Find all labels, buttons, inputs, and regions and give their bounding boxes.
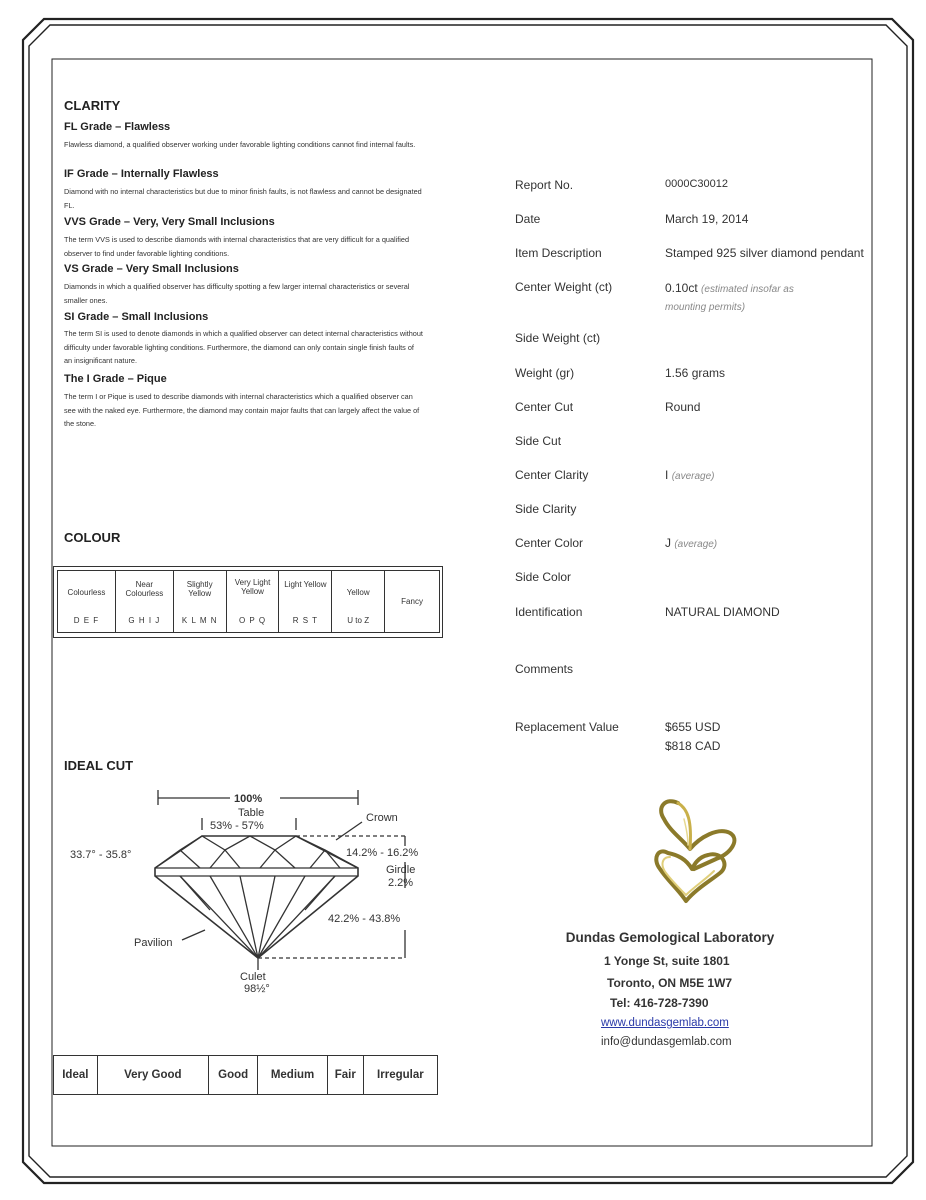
pendant-image [648,793,748,908]
identification-label: Identification [515,605,583,619]
replacement-value-usd: $655 USD [665,720,721,734]
cut-grade-fair: Fair [327,1056,363,1095]
cut-grade-irregular: Irregular [363,1056,437,1095]
colour-grade: G H I J [128,616,161,625]
center-clarity-grade: I [665,468,669,482]
clarity-grade-vvs-title: VVS Grade – Very, Very Small Inclusions [64,216,275,228]
date-label: Date [515,212,541,226]
center-cut-value: Round [665,400,701,414]
clarity-grade-i-desc: The term I or Pique is used to describe diamonds with internal characteristics which a qualified observer can see with the naked eye. Furthermore, the diamond may contain major faults that can largely affect the value of the stone. [64,392,420,428]
cut-table-label: Table [238,807,265,819]
lab-website-link[interactable]: www.dundasgemlab.com [601,1017,729,1029]
colour-header: Colourless [67,588,106,597]
center-clarity-note: (average) [671,471,715,482]
side-color-label: Side Color [515,570,572,584]
colour-grade: R S T [292,616,319,625]
clarity-grade-i-title: The I Grade – Pique [64,373,167,385]
clarity-grade-vs-desc: Diamonds in which a qualified observer has difficulty spotting a few larger internal characteristics or several smaller ones. [64,282,410,305]
clarity-grade-vvs-desc: The term VVS is used to describe diamonds with internal characteristics that are very difficult for a qualified observer to find under favorable lighting conditions. [64,235,410,258]
cut-grade-ideal: Ideal [54,1056,98,1095]
lab-address2: Toronto, ON M5E 1W7 [607,976,733,990]
colour-grade: U to Z [347,616,370,625]
center-clarity-label: Center Clarity [515,468,589,482]
side-cut-label: Side Cut [515,434,562,448]
comments-label: Comments [515,662,574,676]
lab-address1: 1 Yonge St, suite 1801 [604,954,730,968]
colour-cell-yellow [332,571,385,633]
identification-value: NATURAL DIAMOND [665,605,780,619]
center-color-note: (average) [674,539,718,550]
item-description-label: Item Description [515,246,602,260]
colour-cell-fancy [385,571,440,633]
clarity-grade-si-desc: The term SI is used to denote diamonds in which a qualified observer can detect internal characteristics without difficulty under favorable lighting conditions. Furthermore, the diamond can only contain single finish faults of an insignificant nature. [64,329,423,365]
cut-crown-pct: 14.2% - 16.2% [346,847,419,859]
ideal-cut-title: IDEAL CUT [64,758,134,773]
cut-pavilion-label: Pavilion [134,937,173,949]
diamond-diagram [60,780,450,1000]
report-no-value: 0000C30012 [665,178,729,190]
cut-grade-very-good: Very Good [97,1056,208,1095]
center-weight-value [665,280,835,316]
clarity-grade-if-title: IF Grade – Internally Flawless [64,168,219,180]
colour-grade: D E F [73,616,100,625]
cut-culet-pct: 98½° [244,983,270,995]
cut-crown-angle: 33.7° - 35.8° [70,849,132,861]
center-weight-amount: 0.10ct [665,281,698,295]
cut-culet-label: Culet [240,971,266,983]
clarity-title: CLARITY [64,98,121,113]
clarity-grade-fl-desc: Flawless diamond, a qualified observer working under favorable lighting conditions cannot find internal faults. [64,140,416,149]
cut-grade-good: Good [209,1056,258,1095]
lab-name: Dundas Gemological Laboratory [565,930,775,945]
center-cut-label: Center Cut [515,400,574,414]
replacement-value-cad: $818 CAD [665,739,721,753]
cut-table-pct: 53% - 57% [210,820,264,832]
cut-total-label: 100% [234,793,263,805]
clarity-grade-vs-title: VS Grade – Very Small Inclusions [64,263,239,275]
center-color-value [665,536,717,550]
colour-cell-very-light-yellow [226,571,279,633]
center-color-label: Center Color [515,536,584,550]
date-value: March 19, 2014 [665,212,749,226]
colour-header: Near Colourless [125,580,164,598]
colour-cell-colourless [58,571,116,633]
report-no-label: Report No. [515,178,574,192]
weight-label: Weight (gr) [515,366,575,380]
center-weight-label: Center Weight (ct) [515,280,613,294]
clarity-grade-if-desc: Diamond with no internal characteristics but due to minor finish faults, is not flawless and cannot be designated FL. [64,187,422,210]
side-weight-label: Side Weight (ct) [515,331,601,345]
colour-header: Yellow [346,588,370,597]
weight-value: 1.56 grams [665,366,726,380]
item-description-value: Stamped 925 silver diamond pendant [665,246,864,260]
cut-pavilion-pct: 42.2% - 43.8% [328,913,401,925]
cut-crown-label: Crown [366,812,398,824]
cut-grade-table [53,1055,438,1095]
cut-girdle-label: Girdle [386,864,416,876]
colour-grade: O P Q [238,616,267,625]
cut-grade-medium: Medium [258,1056,327,1095]
cut-girdle-pct: 2.2% [388,877,414,889]
lab-tel: Tel: 416-728-7390 [610,996,709,1010]
clarity-grade-fl-title: FL Grade – Flawless [64,121,171,133]
colour-cell-slightly-yellow [173,571,226,633]
colour-grade: K L M N [181,616,218,625]
lab-email[interactable]: info@dundasgemlab.com [601,1036,732,1048]
colour-header: Very Light Yellow [234,578,271,596]
colour-header: Light Yellow [284,580,327,589]
colour-header: Slightly Yellow [186,580,213,598]
colour-cell-light-yellow [279,571,332,633]
center-clarity-value [665,468,715,482]
clarity-grade-si-title: SI Grade – Small Inclusions [64,311,209,323]
colour-title: COLOUR [64,530,121,545]
replacement-value-label: Replacement Value [515,720,619,734]
side-clarity-label: Side Clarity [515,502,577,516]
colour-header: Fancy [401,597,423,606]
center-color-grade: J [665,536,671,550]
colour-cell-near-colourless [115,571,173,633]
colour-table [57,570,440,633]
center-weight-note: (estimated insofar as mounting permits) [665,284,794,313]
